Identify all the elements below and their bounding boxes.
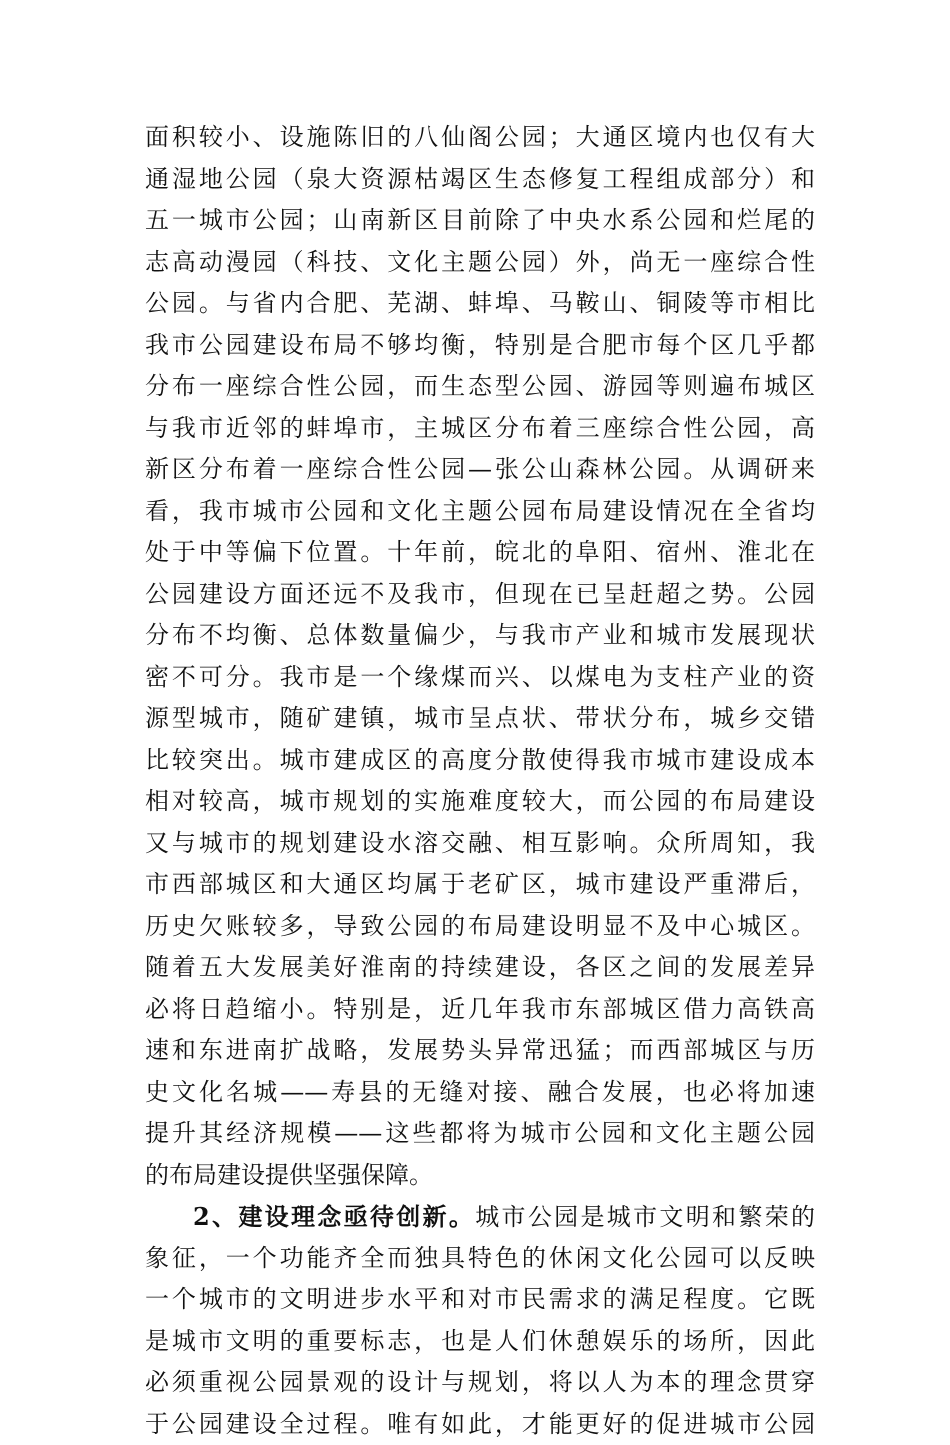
text-line: 随着五大发展美好淮南的持续建设，各区之间的发展差异 <box>145 947 815 989</box>
text-line: 分布一座综合性公园，而生态型公园、游园等则遍布城区 <box>145 366 815 408</box>
text-line: 通湿地公园（泉大资源枯竭区生态修复工程组成部分）和 <box>145 159 815 201</box>
text-line: 我市公园建设布局不够均衡，特别是合肥市每个区几乎都 <box>145 325 815 367</box>
heading-line-text: 城市公园是城市文明和繁荣的 <box>475 1203 815 1231</box>
text-line: 速和东进南扩战略，发展势头异常迅猛；而西部城区与历 <box>145 1030 815 1072</box>
text-line: 相对较高，城市规划的实施难度较大，而公园的布局建设 <box>145 781 815 823</box>
text-line: 又与城市的规划建设水溶交融、相互影响。众所周知，我 <box>145 823 815 865</box>
text-line: 公园。与省内合肥、芜湖、蚌埠、马鞍山、铜陵等市相比 <box>145 283 815 325</box>
text-line: 新区分布着一座综合性公园—张公山森林公园。从调研来 <box>145 449 815 491</box>
text-line: 一个城市的文明进步水平和对市民需求的满足程度。它既 <box>145 1279 815 1321</box>
text-line <box>145 1196 815 1238</box>
text-line: 分布不均衡、总体数量偏少，与我市产业和城市发展现状 <box>145 615 815 657</box>
text-line: 源型城市，随矿建镇，城市呈点状、带状分布，城乡交错 <box>145 698 815 740</box>
text-line: 必须重视公园景观的设计与规划，将以人为本的理念贯穿 <box>145 1362 815 1404</box>
text-line: 处于中等偏下位置。十年前，皖北的阜阳、宿州、淮北在 <box>145 532 815 574</box>
text-line: 面积较小、设施陈旧的八仙阁公园；大通区境内也仅有大 <box>145 117 815 159</box>
text-line: 五一城市公园；山南新区目前除了中央水系公园和烂尾的 <box>145 200 815 242</box>
text-line: 象征，一个功能齐全而独具特色的休闲文化公园可以反映 <box>145 1238 815 1280</box>
text-line: 于公园建设全过程。唯有如此，才能更好的促进城市公园 <box>145 1404 815 1445</box>
text-line: 比较突出。城市建成区的高度分散使得我市城市建设成本 <box>145 740 815 782</box>
text-line: 与我市近邻的蚌埠市，主城区分布着三座综合性公园，高 <box>145 408 815 450</box>
text-line: 公园建设方面还远不及我市，但现在已呈赶超之势。公园 <box>145 574 815 616</box>
paragraph-1 <box>145 117 815 1196</box>
paragraph-2 <box>145 1196 815 1445</box>
text-line: 必将日趋缩小。特别是，近几年我市东部城区借力高铁高 <box>145 989 815 1031</box>
text-line: 市西部城区和大通区均属于老矿区，城市建设严重滞后， <box>145 864 815 906</box>
text-line: 历史欠账较多，导致公园的布局建设明显不及中心城区。 <box>145 906 815 948</box>
text-line: 的布局建设提供坚强保障。 <box>145 1155 815 1197</box>
text-line: 志高动漫园（科技、文化主题公园）外，尚无一座综合性 <box>145 242 815 284</box>
text-line: 密不可分。我市是一个缘煤而兴、以煤电为支柱产业的资 <box>145 657 815 699</box>
section-heading: 2、建设理念亟待创新。 <box>193 1202 475 1231</box>
body-text <box>145 117 815 1445</box>
text-line: 史文化名城——寿县的无缝对接、融合发展，也必将加速 <box>145 1072 815 1114</box>
text-line: 是城市文明的重要标志，也是人们休憩娱乐的场所，因此 <box>145 1321 815 1363</box>
text-line: 看，我市城市公园和文化主题公园布局建设情况在全省均 <box>145 491 815 533</box>
text-line: 提升其经济规模——这些都将为城市公园和文化主题公园 <box>145 1113 815 1155</box>
